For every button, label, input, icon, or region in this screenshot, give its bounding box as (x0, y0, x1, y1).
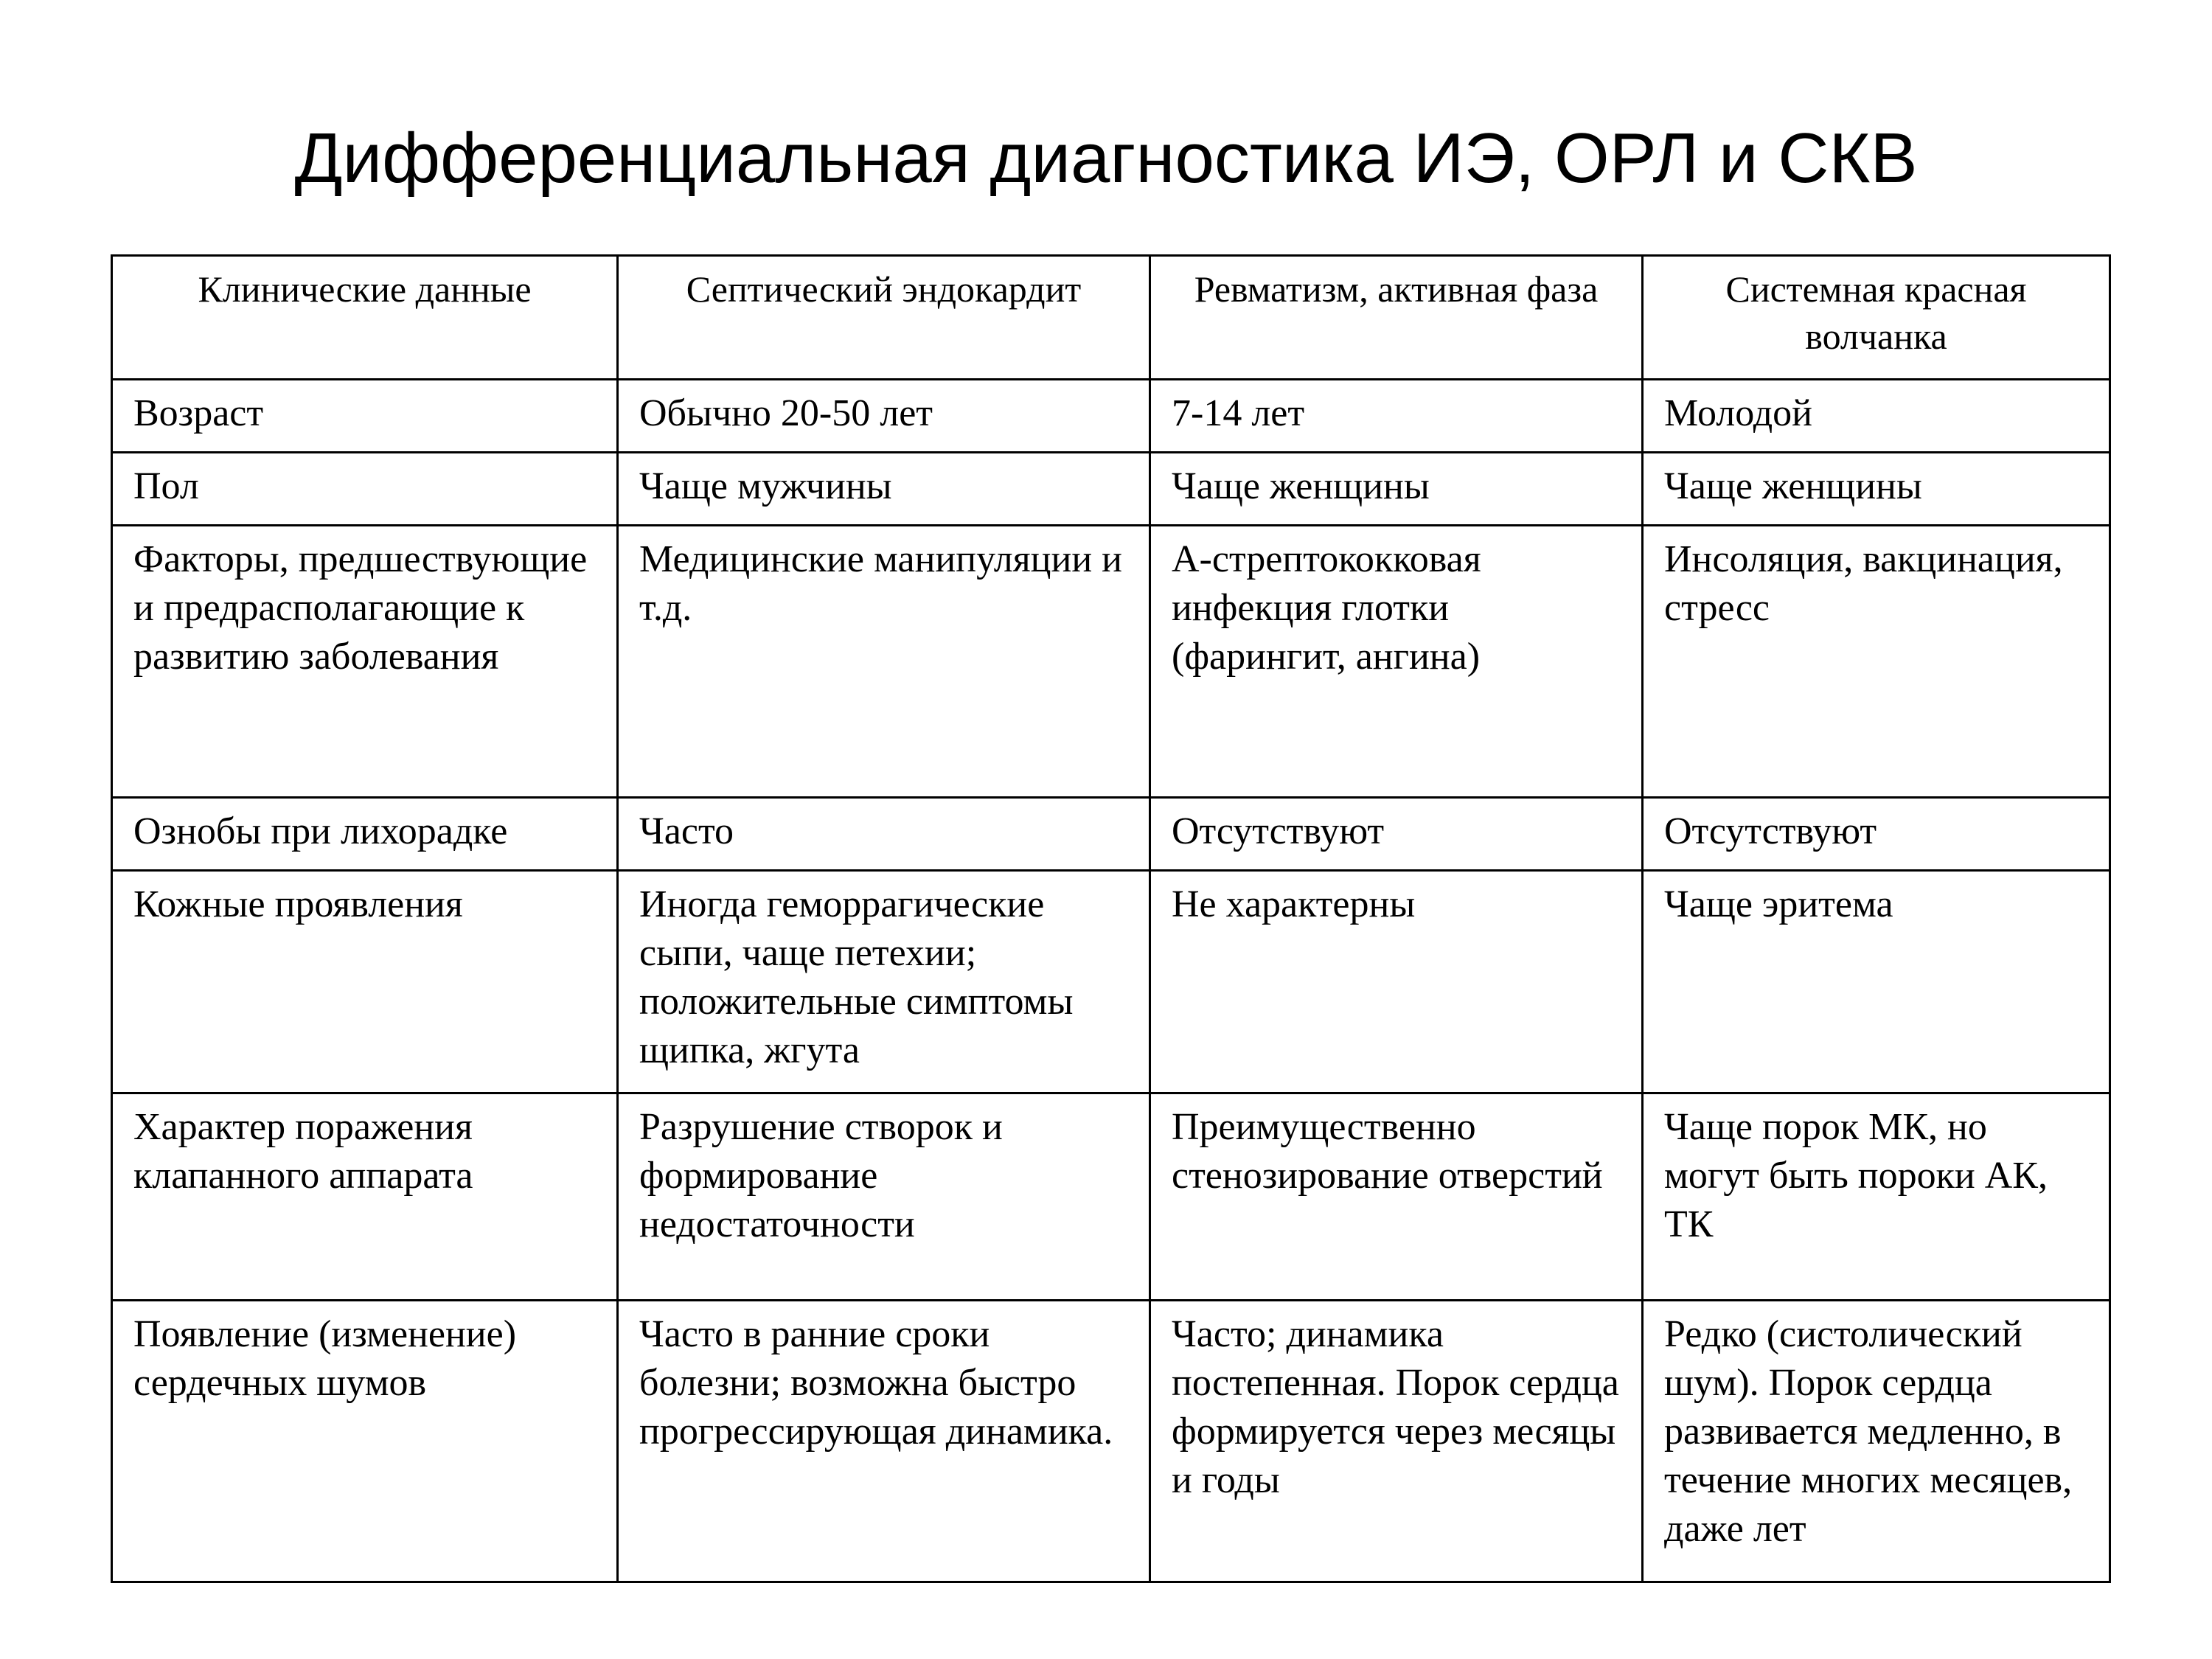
column-header-rheumatism: Ревматизм, активная фаза (1150, 256, 1643, 380)
table-cell: Пол (112, 453, 618, 526)
table-header-row (112, 256, 2110, 380)
table-cell: Чаще мужчины (618, 453, 1150, 526)
table-cell: Часто в ранние сроки болезни; возможна быстро прогрессирующая динамика. (618, 1301, 1150, 1582)
table-row-sex (112, 453, 2110, 526)
table-row-skin (112, 871, 2110, 1093)
column-header-clinical-data: Клинические данные (112, 256, 618, 380)
table-row-heart-murmurs (112, 1301, 2110, 1582)
table-cell: Инсоляция, вакцинация, стресс (1643, 526, 2110, 798)
table-cell: Преимущественно стенозирование отверстий (1150, 1093, 1643, 1301)
table-cell: Чаще женщины (1150, 453, 1643, 526)
column-header-septic-endocarditis: Септический эндокардит (618, 256, 1150, 380)
table-cell: Молодой (1643, 380, 2110, 453)
table-cell: Часто (618, 798, 1150, 871)
table-cell: Отсутствуют (1150, 798, 1643, 871)
table-cell: Возраст (112, 380, 618, 453)
table-row-age (112, 380, 2110, 453)
table-cell: Появление (изменение) сердечных шумов (112, 1301, 618, 1582)
table-cell: Ознобы при лихорадке (112, 798, 618, 871)
table-cell: 7-14 лет (1150, 380, 1643, 453)
table-cell: Факторы, предшествующие и предрасполагающие к развитию заболевания (112, 526, 618, 798)
table-cell: А-стрептококковая инфекция глотки (фарингит, ангина) (1150, 526, 1643, 798)
table-row-chills (112, 798, 2110, 871)
table-cell: Отсутствуют (1643, 798, 2110, 871)
column-header-lupus: Системная красная волчанка (1643, 256, 2110, 380)
table-cell: Обычно 20-50 лет (618, 380, 1150, 453)
table-cell: Разрушение створок и формирование недостаточности (618, 1093, 1150, 1301)
table-cell: Чаще эритема (1643, 871, 2110, 1093)
table-cell: Чаще женщины (1643, 453, 2110, 526)
table-row-valve-damage (112, 1093, 2110, 1301)
table-cell: Редко (систолический шум). Порок сердца развивается медленно, в течение многих месяцев, даже лет (1643, 1301, 2110, 1582)
page-title: Дифференциальная диагностика ИЭ, ОРЛ и СКВ (294, 119, 1918, 198)
table-cell: Чаще порок МК, но могут быть пороки АК, ТК (1643, 1093, 2110, 1301)
table-cell: Часто; динамика постепенная. Порок сердца формируется через месяцы и годы (1150, 1301, 1643, 1582)
table-cell: Медицинские манипуляции и т.д. (618, 526, 1150, 798)
differential-diagnosis-table (111, 254, 2111, 1583)
table-cell: Кожные проявления (112, 871, 618, 1093)
table-row-factors (112, 526, 2110, 798)
table-cell: Иногда геморрагические сыпи, чаще петехии; положительные симптомы щипка, жгута (618, 871, 1150, 1093)
table-cell: Характер поражения клапанного аппарата (112, 1093, 618, 1301)
table-cell: Не характерны (1150, 871, 1643, 1093)
